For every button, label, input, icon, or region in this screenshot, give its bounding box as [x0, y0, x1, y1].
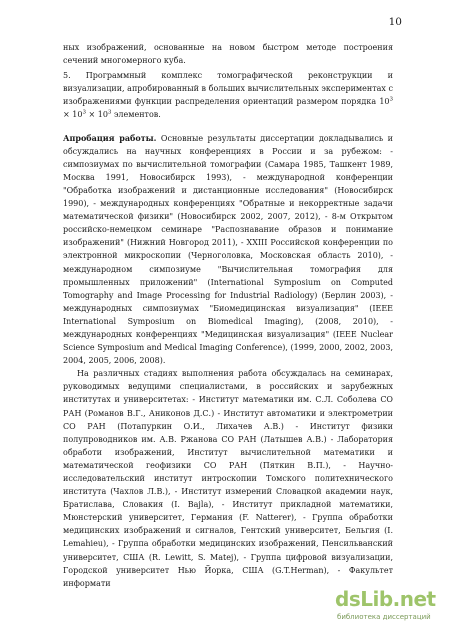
item-5-text: 5. Программный комплекс томографической реконструкции и визуализации, апробированный в больших вычислительных экспериментах с изображениями функции распределения ориентаций размером порядка 10 — [63, 71, 393, 107]
watermark-subtitle: библиотека диссертаций — [337, 613, 431, 621]
approbation-title: Апробация работы. — [63, 132, 157, 143]
paragraph-seminars: На различных стадиях выполнения работа обсуждалась на семинарах, руководимых ведущими специалистами, в российских и зарубежных институтах и университетах: - Институт математики им. С.Л. Соболева СО РАН (Романов В.Г., Аниконов Д.С.) - Институт автоматики и электрометрии СО РАН (Потапуркин О.И., Лихачев А.В.) - Институт физики полупроводников им. А.В. Ржанова СО РАН (Латышев А.В.) - Лаборатория обработи изображений, Институт вычислительной математики и математической геофизики СО РАН (Пяткин В.П.), - Научно-исследовательский институт интроскопии Томского политехнического института (Чахлов Л.В.), - Институт измерений Словацкой академии наук, Братислава, Словакия (I. Bajla), - Институт прикладной математики, Мюнстерский университет, Германия (F. Natterer), - Группа обработки медицинских изображений и сигналов, Гентский университет, Бельгия (I. Lemahieu), - Группа обработки медицинских изображений, Пенсильванский университет, США (R. Lewitt, S. Matej), - Группа цифровой визуализации, Городской университет Нью Йорка, США (G.T.Herman), - Факультет информати — [63, 369, 393, 588]
exponent: 3 — [107, 109, 112, 116]
times-sign: × 10 — [63, 110, 83, 120]
item-5-end: элементов. — [111, 110, 161, 120]
paragraph-approbation — [63, 132, 393, 368]
approbation-body: Основные результаты диссертации докладывались и обсуждались на научных конференциях в России и за рубежом: - симпозиумах по вычислительной томографии (Самара 1985, Ташкент 1989, Москва 1991, Новосибирск 1993), - международной конференции "Обработка изображений и дистанционные исследования" (Новосибирск 1990), - международных конференциях "Обратные и некорректные задачи математической физики" (Новосибирск 2002, 2007, 2012), - 8-м Открытом российско-немецком семинаре "Распознавание образов и понимание изображений" (Нижний Новгород 2011), - XXIII Российской конференции по электронной микроскопии (Черноголовка, Московская область 2010), - международном симпозиуме "Вычислительная томография для промышленных приложений" (International Symposium on Computed Tomography and Image Processing for Industrial Radiology) (Берлин 2003), - международных симпозиумах "Биомедицинская визуализация" (IEEE International Symposium on Biomedical Imaging), (2008, 2010), - международных конференциях "Медицинская визуализация" (IEEE Nuclear Science Symposium and Medical Imaging Conference), (1999, 2000, 2002, 2003, 2004, 2005, 2006, 2008). — [63, 133, 394, 366]
paragraph-item-5 — [63, 69, 393, 121]
exponent: 3 — [82, 109, 86, 116]
paragraph-continuation: ных изображений, основанные на новом быстром методе построения сечений многомерного куба. — [63, 43, 393, 66]
page-number: 10 — [388, 16, 402, 28]
dslib-watermark — [335, 587, 440, 627]
page-body — [63, 41, 393, 590]
watermark-logo: dsLib.net — [335, 587, 436, 611]
times-sign: × 10 — [85, 110, 108, 120]
exponent: 3 — [389, 96, 393, 103]
